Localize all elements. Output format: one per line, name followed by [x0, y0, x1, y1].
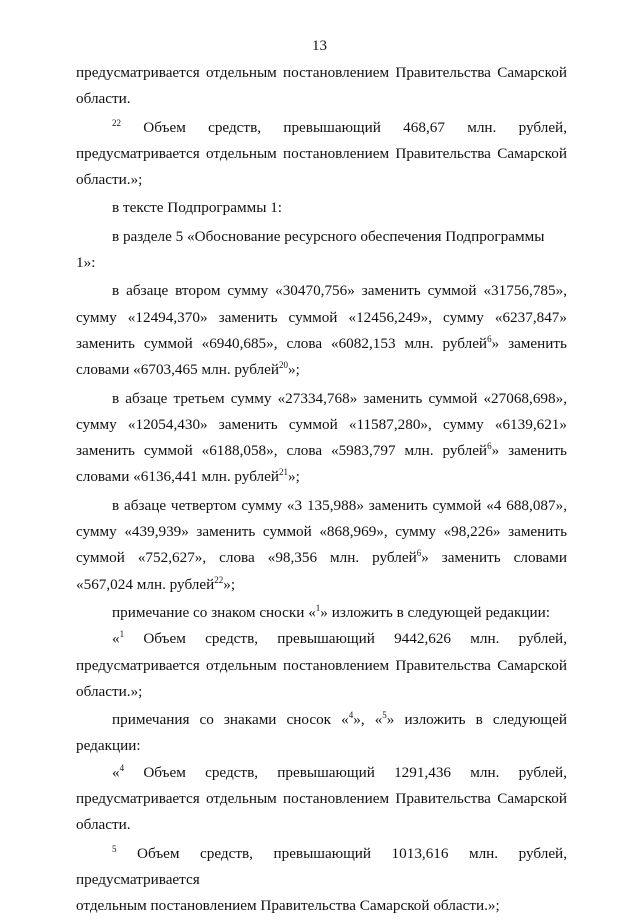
paragraph-fourth-abzac-line-1: в абзаце четвертом сумму «3 135,988» заменить суммой «4 688,087»,: [112, 496, 567, 514]
paragraph-fourth-abzac-line-2: сумму «439,939» заменить суммой «868,969», сумму «98,226» заменить: [76, 523, 567, 541]
paragraph-subprogram-text: в тексте Подпрограммы 1:: [112, 199, 283, 217]
footnote-4-line-2: предусматривается отдельным постановлением Правительства Самарской: [76, 790, 567, 808]
footnote-22-line-2: предусматривается отдельным постановлением Правительства Самарской: [76, 144, 567, 162]
paragraph-note-1: примечание со знаком сноски «$^1$» изложить в следующей редакции:: [112, 602, 551, 621]
paragraph-second-abzac-line-2: сумму «12494,370» заменить суммой «12456,249», сумму «6237,847»: [76, 308, 567, 326]
footnote-1-line-3: области.»;: [76, 682, 143, 700]
footnote-4-line-1: «$^4$ Объем средств, превышающий 1291,436 млн. рублей,: [112, 762, 567, 781]
document-body: [76, 60, 567, 920]
paragraph-third-abzac-line-4: словами «6136,441 млн. рублей$^{21}$»;: [76, 467, 300, 486]
footnote-4-line-3: области.: [76, 816, 131, 834]
footnote-5-line-2: отдельным постановлением Правительства Самарской области.»;: [76, 897, 500, 915]
footnote-1-line-2: предусматривается отдельным постановлением Правительства Самарской: [76, 656, 567, 674]
paragraph-second-abzac-line-1: в абзаце втором сумму «30470,756» заменить суммой «31756,785»,: [112, 282, 567, 300]
footnote-marker: 22: [112, 117, 121, 128]
paragraph-notes-4-5-line-2: редакции:: [76, 737, 141, 755]
paragraph-1-line-1: предусматривается отдельным постановлением Правительства Самарской: [76, 64, 567, 81]
page-number: 13: [312, 38, 327, 54]
footnote-22-line-3: области.»;: [76, 171, 143, 189]
footnote-5-line-1: $^5$ Объем средств, превышающий 1013,616 млн. рублей, предусматривается: [76, 843, 567, 888]
paragraph-section-5: в разделе 5 «Обоснование ресурсного обеспечения Подпрограммы 1»:: [76, 227, 545, 272]
paragraph-fourth-abzac-line-3: суммой «752,627», слова «98,356 млн. рублей$^6$» заменить словами: [76, 548, 567, 567]
paragraph-fourth-abzac-line-4: «567,024 млн. рублей$^{22}$»;: [76, 574, 236, 593]
paragraph-third-abzac-line-1: в абзаце третьем сумму «27334,768» заменить суммой «27068,698»,: [112, 389, 567, 407]
footnote-1-line-1: «$^1$ Объем средств, превышающий 9442,626 млн. рублей,: [112, 629, 567, 648]
paragraph-notes-4-5-line-1: примечания со знаками сносок «$^4$», «$^5$» изложить в следующей: [112, 710, 567, 729]
paragraph-third-abzac-line-2: сумму «12054,430» заменить суммой «11587,280», сумму «6139,621»: [76, 415, 567, 433]
paragraph-1-line-2: области.: [76, 90, 131, 108]
paragraph-third-abzac-line-3: заменить суммой «6188,058», слова «5983,797 млн. рублей$^6$» заменить: [76, 441, 567, 460]
paragraph-second-abzac-line-3: заменить суммой «6940,685», слова «6082,153 млн. рублей$^6$» заменить: [76, 333, 567, 352]
paragraph-second-abzac-line-4: словами «6703,465 млн. рублей$^{20}$»;: [76, 360, 300, 379]
footnote-22-line-1: $^{22}$ Объем средств, превышающий 468,67 млн. рублей,: [112, 117, 567, 136]
